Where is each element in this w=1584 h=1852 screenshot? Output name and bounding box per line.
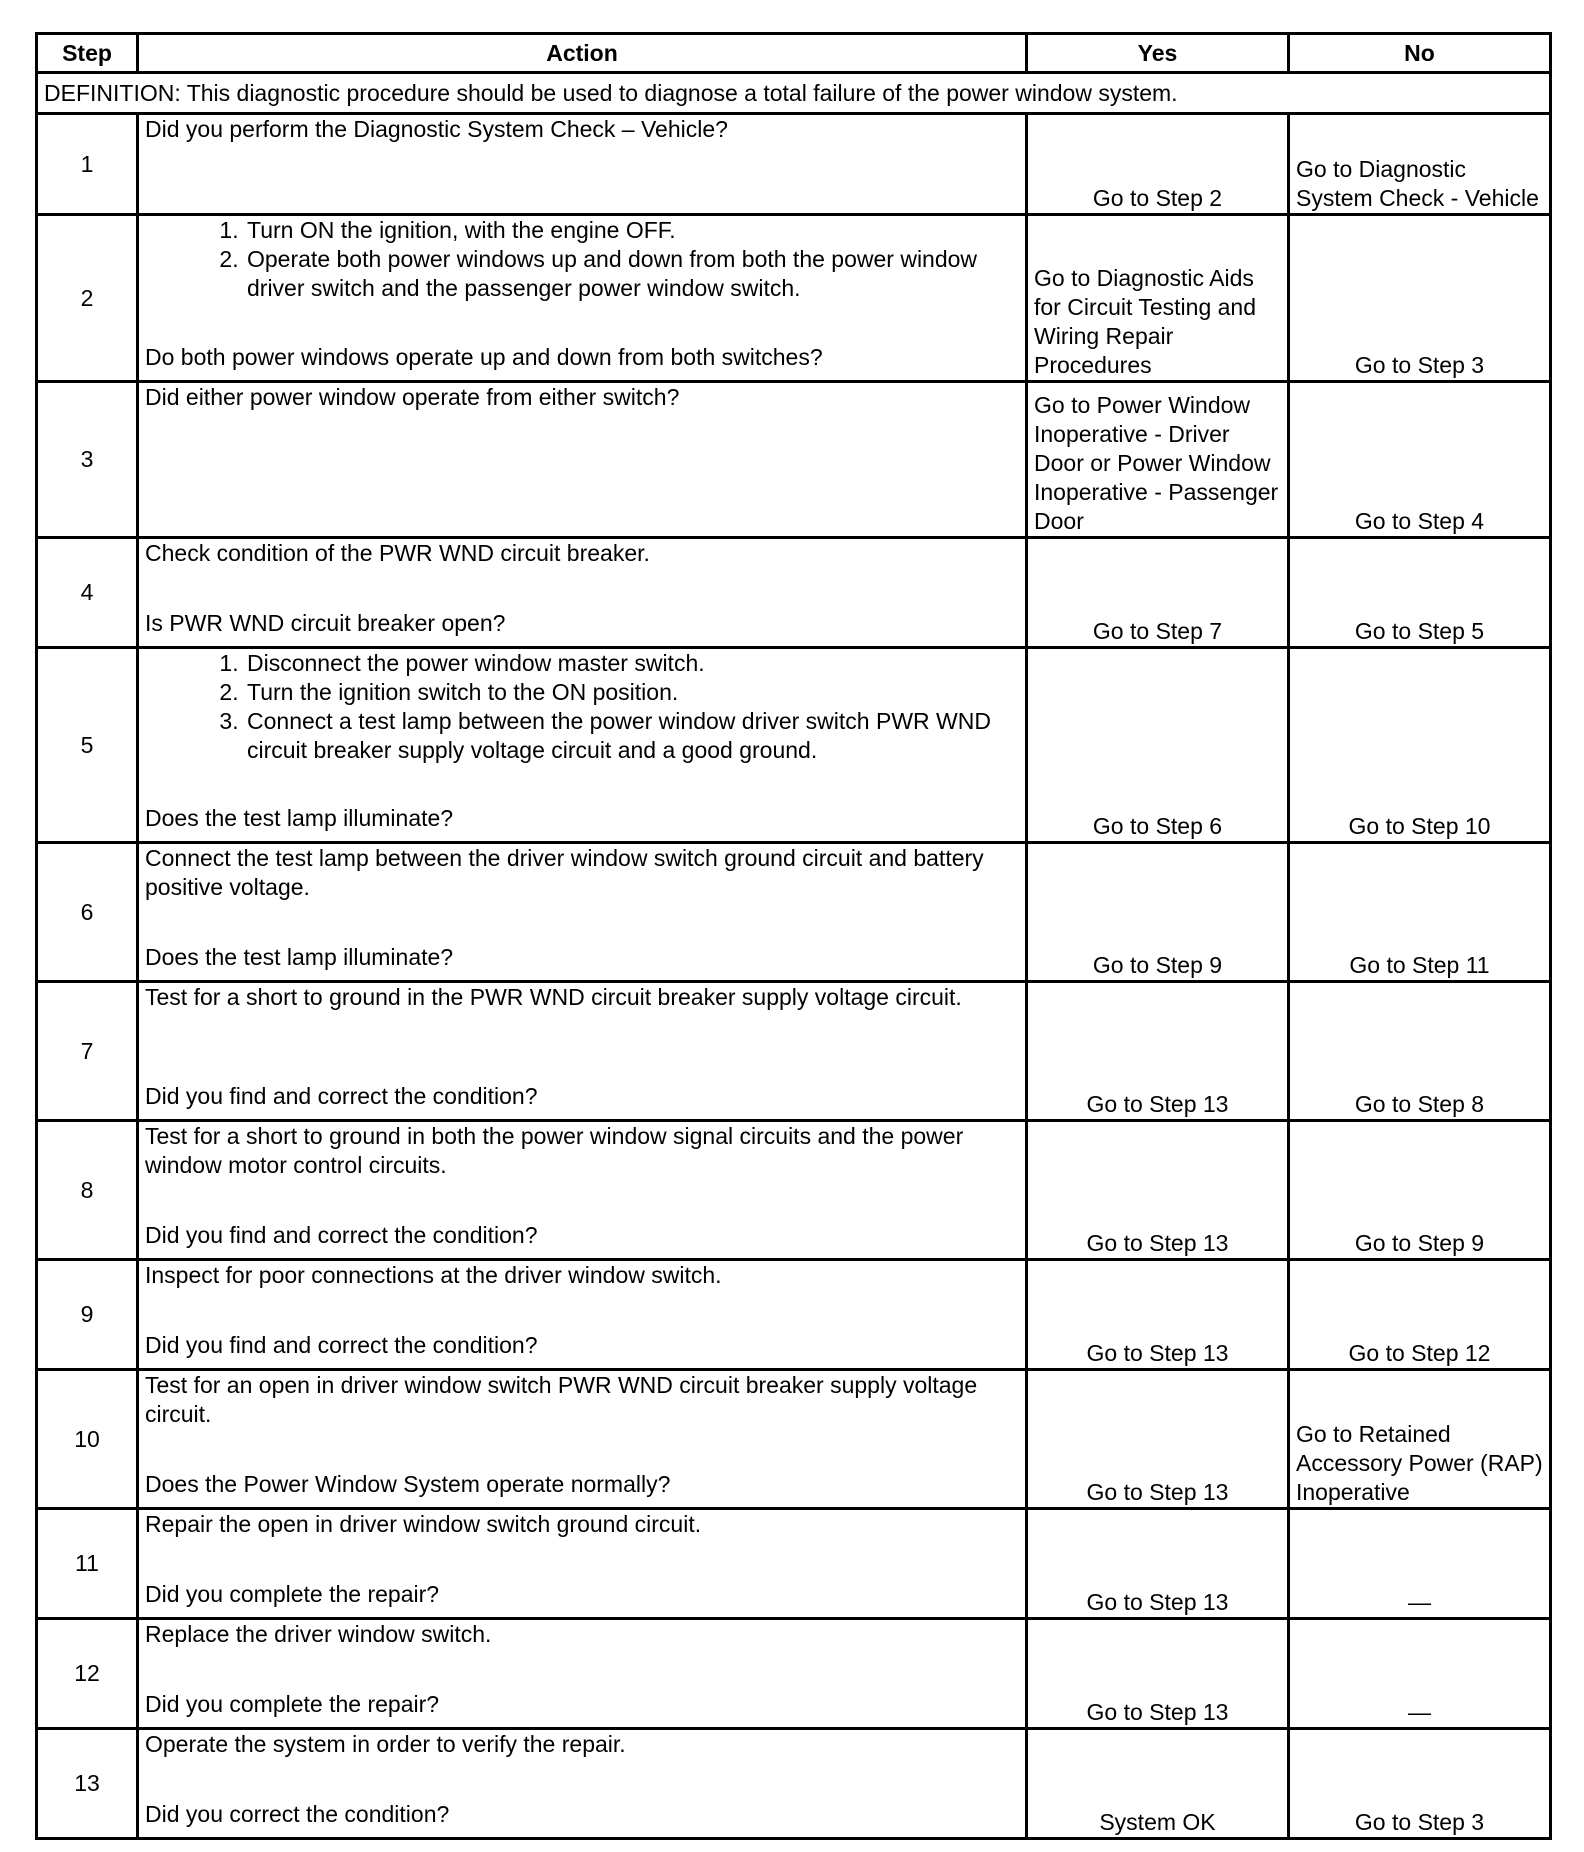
yes-result: Go to Step 13 xyxy=(1027,1260,1289,1370)
no-result: Go to Step 5 xyxy=(1289,538,1551,648)
action-step-item: 2. Turn the ignition switch to the ON position. xyxy=(245,678,1019,707)
action-cell xyxy=(138,648,1027,843)
action-question: Did you complete the repair? xyxy=(145,1581,440,1607)
yes-result: Go to Step 13 xyxy=(1027,982,1289,1121)
no-result: Go to Step 3 xyxy=(1289,1729,1551,1839)
table-row xyxy=(37,648,1551,843)
header-no: No xyxy=(1289,34,1551,73)
action-text: Check condition of the PWR WND circuit breaker. xyxy=(145,540,650,566)
no-result: Go to Step 4 xyxy=(1289,382,1551,538)
yes-result: Go to Diagnostic Aids for Circuit Testing and Wiring Repair Procedures xyxy=(1027,215,1289,382)
action-cell xyxy=(138,114,1027,215)
no-result: Go to Step 3 xyxy=(1289,215,1551,382)
step-number: 5 xyxy=(37,648,138,843)
table-row xyxy=(37,1729,1551,1839)
no-result: Go to Step 10 xyxy=(1289,648,1551,843)
no-result: Go to Diagnostic System Check - Vehicle xyxy=(1289,114,1551,215)
yes-result: System OK xyxy=(1027,1729,1289,1839)
action-cell xyxy=(138,843,1027,982)
table-row xyxy=(37,1370,1551,1509)
action-cell xyxy=(138,1729,1027,1839)
step-number: 4 xyxy=(37,538,138,648)
yes-result: Go to Step 13 xyxy=(1027,1619,1289,1729)
yes-result: Go to Step 13 xyxy=(1027,1370,1289,1509)
table-row xyxy=(37,1260,1551,1370)
action-text: Test for a short to ground in both the power window signal circuits and the power window motor control circuits. xyxy=(145,1123,964,1178)
action-text: Replace the driver window switch. xyxy=(145,1621,492,1647)
yes-result: Go to Step 7 xyxy=(1027,538,1289,648)
action-question: Does the Power Window System operate normally? xyxy=(145,1471,671,1497)
action-cell xyxy=(138,1260,1027,1370)
action-question: Does the test lamp illuminate? xyxy=(145,805,454,831)
action-text: Test for an open in driver window switch PWR WND circuit breaker supply voltage circuit. xyxy=(145,1372,978,1427)
definition-row xyxy=(37,73,1551,114)
action-question: Did you complete the repair? xyxy=(145,1691,440,1717)
no-result: — xyxy=(1289,1619,1551,1729)
action-text: Inspect for poor connections at the driver window switch. xyxy=(145,1262,722,1288)
diagnostic-document xyxy=(35,32,1549,1840)
action-question: Does the test lamp illuminate? xyxy=(145,944,454,970)
yes-result: Go to Step 13 xyxy=(1027,1509,1289,1619)
table-row xyxy=(37,382,1551,538)
yes-result: Go to Power Window Inoperative - Driver Door or Power Window Inoperative - Passenger Door xyxy=(1027,382,1289,538)
action-step-item: 1. Turn ON the ignition, with the engine OFF. xyxy=(245,216,1019,245)
header-row xyxy=(37,34,1551,73)
action-question: Did you find and correct the condition? xyxy=(145,1332,538,1358)
action-question: Do both power windows operate up and down from both switches? xyxy=(145,344,823,370)
step-number: 7 xyxy=(37,982,138,1121)
yes-result: Go to Step 6 xyxy=(1027,648,1289,843)
action-cell xyxy=(138,1509,1027,1619)
table-row xyxy=(37,1121,1551,1260)
action-cell xyxy=(138,982,1027,1121)
diagnostic-table xyxy=(35,32,1552,1840)
no-result: — xyxy=(1289,1509,1551,1619)
definition-text: DEFINITION: This diagnostic procedure should be used to diagnose a total failure of the power window system. xyxy=(37,73,1551,114)
action-step-item: 2. Operate both power windows up and down from both the power window driver switch and the passenger power window switch. xyxy=(245,245,1019,303)
step-number: 13 xyxy=(37,1729,138,1839)
action-steps-list xyxy=(145,216,1019,303)
no-result: Go to Step 12 xyxy=(1289,1260,1551,1370)
action-question: Did you find and correct the condition? xyxy=(145,1083,538,1109)
action-cell xyxy=(138,1619,1027,1729)
action-text: Did you perform the Diagnostic System Check – Vehicle? xyxy=(145,116,728,142)
header-yes: Yes xyxy=(1027,34,1289,73)
header-step: Step xyxy=(37,34,138,73)
action-question: Did you find and correct the condition? xyxy=(145,1222,538,1248)
step-number: 12 xyxy=(37,1619,138,1729)
action-step-item: 1. Disconnect the power window master switch. xyxy=(245,649,1019,678)
no-result: Go to Step 8 xyxy=(1289,982,1551,1121)
header-action: Action xyxy=(138,34,1027,73)
step-number: 6 xyxy=(37,843,138,982)
step-number: 11 xyxy=(37,1509,138,1619)
yes-result: Go to Step 13 xyxy=(1027,1121,1289,1260)
action-text: Did either power window operate from either switch? xyxy=(145,384,680,410)
action-cell xyxy=(138,1121,1027,1260)
step-number: 3 xyxy=(37,382,138,538)
action-question: Did you correct the condition? xyxy=(145,1801,450,1827)
table-row xyxy=(37,1509,1551,1619)
no-result: Go to Step 9 xyxy=(1289,1121,1551,1260)
action-text: Test for a short to ground in the PWR WND circuit breaker supply voltage circuit. xyxy=(145,984,962,1010)
step-number: 10 xyxy=(37,1370,138,1509)
table-row xyxy=(37,843,1551,982)
action-step-item: 3. Connect a test lamp between the power window driver switch PWR WND circuit breaker supply voltage circuit and a good ground. xyxy=(245,707,1019,765)
action-text: Connect the test lamp between the driver window switch ground circuit and battery positive voltage. xyxy=(145,845,984,900)
action-cell xyxy=(138,1370,1027,1509)
step-number: 9 xyxy=(37,1260,138,1370)
step-number: 2 xyxy=(37,215,138,382)
step-number: 1 xyxy=(37,114,138,215)
table-row xyxy=(37,538,1551,648)
action-cell xyxy=(138,215,1027,382)
action-text: Operate the system in order to verify the repair. xyxy=(145,1731,626,1757)
no-result: Go to Retained Accessory Power (RAP) Inoperative xyxy=(1289,1370,1551,1509)
table-row xyxy=(37,215,1551,382)
action-text: Repair the open in driver window switch ground circuit. xyxy=(145,1511,702,1537)
action-cell xyxy=(138,538,1027,648)
table-row xyxy=(37,982,1551,1121)
yes-result: Go to Step 9 xyxy=(1027,843,1289,982)
step-number: 8 xyxy=(37,1121,138,1260)
action-question: Is PWR WND circuit breaker open? xyxy=(145,610,506,636)
action-steps-list xyxy=(145,649,1019,765)
action-cell xyxy=(138,382,1027,538)
table-row xyxy=(37,1619,1551,1729)
table-row xyxy=(37,114,1551,215)
yes-result: Go to Step 2 xyxy=(1027,114,1289,215)
no-result: Go to Step 11 xyxy=(1289,843,1551,982)
